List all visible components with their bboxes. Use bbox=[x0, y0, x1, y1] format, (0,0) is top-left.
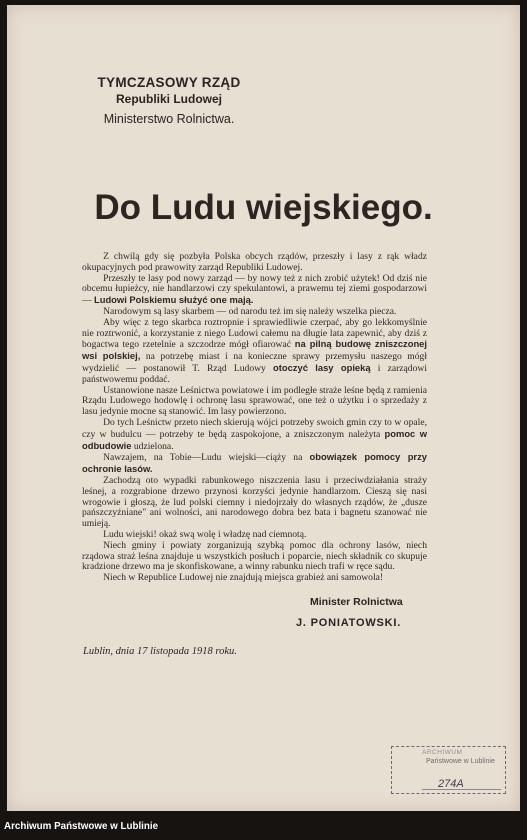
paragraph bbox=[82, 386, 427, 418]
emphasis: na pilną budowę zniszczonej wsi polskiej, bbox=[82, 338, 428, 362]
document-body bbox=[82, 252, 427, 584]
signature-role: Minister Rolnictwa bbox=[310, 596, 403, 608]
stamp-underline bbox=[422, 789, 501, 790]
footer-archive-label: Archiwum Państwowe w Lublinie bbox=[4, 821, 159, 832]
text: Nawzajem, na Tobie—Ludu wiejski—ciąży na bbox=[103, 452, 310, 464]
document-date: Lublin, dnia 17 listopada 1918 roku. bbox=[83, 646, 237, 657]
text: Przeszły te lasy pod nowy zarząd — by nowy też z nich zrobić użytek! Od dziś nie obcemu łupieżcy, nie handlarzowi czy spekulantowi, a prawemu tej ziemi gospodarzowi — bbox=[82, 272, 427, 307]
stamp-line2: Państwowe w Lublinie bbox=[426, 758, 495, 765]
archive-stamp bbox=[391, 746, 506, 794]
signature-block bbox=[296, 596, 403, 629]
paragraph bbox=[82, 252, 427, 274]
stamp-number: 274A bbox=[438, 778, 464, 790]
text: na potrzebę miast i na konieczne sprawy przemysłu naszego mógł wydzielić — postanowił T. Rząd Ludowy bbox=[82, 351, 427, 374]
text: Niech gminy i powiaty zorganizują szybką pomoc dla ochrony lasów, niech rządowa straż leśna znajduje u wszystkich posłuch i poparcie, niech składnik co skupuje kradzione drzewo ma je skonfiskowane, a winny rabunku niech trafi w ręce sądu. bbox=[82, 539, 427, 573]
paragraph bbox=[82, 318, 427, 386]
stamp-line1: ARCHIWUM bbox=[422, 749, 463, 756]
paragraph bbox=[82, 541, 427, 573]
emphasis: pomoc w odbudowie bbox=[82, 427, 427, 451]
text: Narodowym są lasy skarbem — od narodu też im się należy wszelka piecza. bbox=[103, 305, 397, 317]
document-title: Do Ludu wiejskiego. bbox=[94, 188, 433, 227]
header-republic: Republiki Ludowej bbox=[115, 92, 222, 106]
signature-name: J. PONIATOWSKI. bbox=[296, 617, 402, 629]
text: udzielona. bbox=[131, 440, 174, 452]
header-government: TYMCZASOWY RZĄD bbox=[97, 75, 241, 90]
paragraph bbox=[82, 418, 427, 452]
footer-bar bbox=[0, 811, 527, 840]
text: i zarządowi państwowemu poddać. bbox=[82, 362, 427, 385]
text: Aby więc z tego skarbca roztropnie i sprawiedliwie czerpać, aby go lekkomyślnie nie roztrwonić, a korzystanie z niego Ludowi całemu na długie lata zapewnić, aby dziś z bogactwa tego rzetelnie a szczodrze mógł ofiarować bbox=[82, 316, 427, 351]
emphasis: obowiązek pomocy przy ochronie lasów. bbox=[82, 451, 427, 475]
emphasis: Ludowi Polskiemu służyć one mają. bbox=[94, 294, 254, 306]
text: Do tych Leśnictw przeto niech skierują wójci potrzeby swoich gmin czy to w opale, czy w budulcu — potrzeby te będą zaspokojone, a zniszczonym należyta bbox=[82, 416, 427, 440]
text: Ustanowione nasze Leśnictwa powiatowe i im podległe straże leśne będą z ramienia Rządu Ludowego hodowlę i ochronę lasu sprawować, one też o użytku i o sprzedaży z lasu jedynie mocne są stanowić. Im lasy powierzono. bbox=[82, 384, 427, 418]
paragraph bbox=[82, 476, 427, 530]
issuer-header bbox=[89, 75, 249, 126]
paragraph bbox=[82, 573, 427, 584]
header-ministry: Ministerstwo Rolnictwa. bbox=[103, 112, 235, 126]
text: Ludu wiejski! okaż swą wolę i władzę nad ciemnotą. bbox=[103, 528, 307, 540]
text: Z chwilą gdy się pozbyła Polska obcych rządów, przeszły i lasy z rąk władz okupacyjnych pod prawowity zarząd Republiki Ludowej. bbox=[82, 251, 427, 273]
emphasis: otoczyć lasy opieką bbox=[273, 361, 371, 373]
text: Niech w Republice Ludowej nie znajdują miejsca grabież ani samowola! bbox=[103, 572, 384, 584]
text: Zachodzą oto wypadki rabunkowego niszczenia lasu i przeciwdziałania straży leśnej, a rozgrabione drzewo przynosi korzyści jedynie handlarzom. Cieszą się nasi wrogowie i głoszą, że lud polski ciemny i niedojrzały do własnych rządów, że „dusze pańszczyźniane" ani wolności, ani narodowego dobra bez bata i bagnetu szanować nie umieją. bbox=[82, 474, 427, 530]
paragraph bbox=[82, 274, 427, 307]
paragraph bbox=[82, 452, 427, 476]
